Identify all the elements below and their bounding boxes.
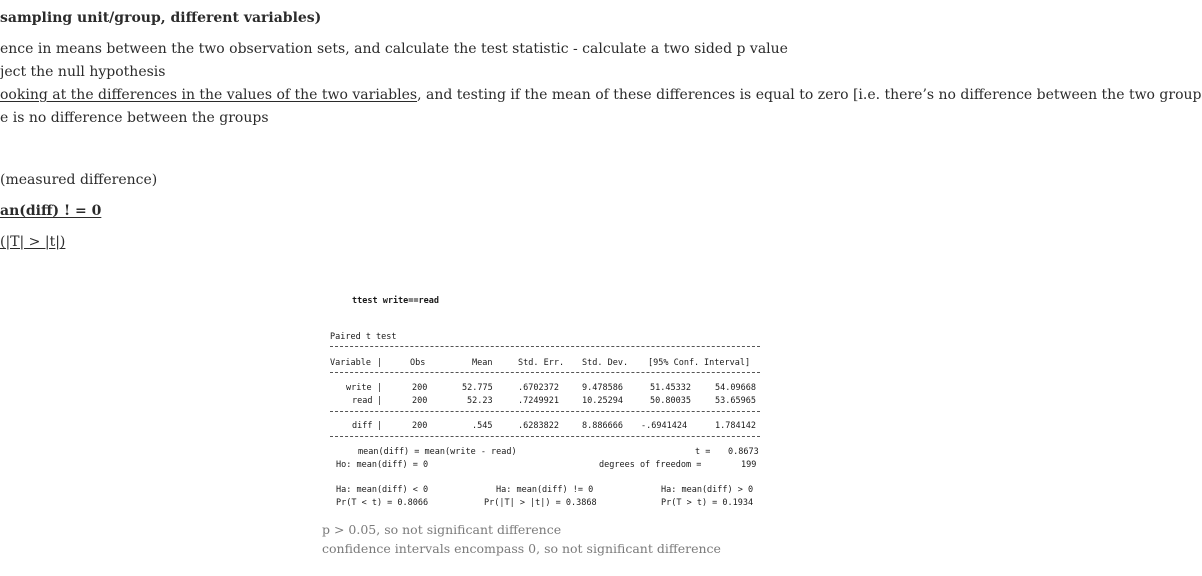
section-heading: sampling unit/group, different variables)	[0, 10, 322, 26]
table-header-row	[330, 358, 760, 369]
header-separator: |	[377, 358, 383, 368]
header-mean: Mean	[472, 358, 493, 368]
cell-conf-low: 50.80035	[650, 396, 691, 406]
table-rule	[330, 436, 760, 437]
header-std-err: Std. Err.	[518, 358, 565, 368]
df-value: 199	[741, 460, 757, 470]
alt-hypothesis-formula: an(diff) ! = 0	[0, 203, 102, 219]
cell-separator: |	[377, 396, 383, 406]
cell-obs: 200	[412, 421, 428, 431]
t-value: 0.8673	[728, 447, 759, 457]
body-line-null-statement: e is no difference between the groups	[0, 110, 269, 126]
p-value-formula: (|T| > |t|)	[0, 234, 66, 250]
cell-separator: |	[377, 421, 383, 431]
mean-definition: mean(diff) = mean(write - read)	[358, 447, 517, 457]
table-rule	[330, 372, 760, 373]
underlined-phrase: ooking at the differences in the values of the two variables	[0, 87, 418, 103]
cell-conf-high: 53.65965	[715, 396, 756, 406]
df-label: degrees of freedom =	[599, 460, 702, 470]
ha-right: Ha: mean(diff) > 0	[661, 485, 754, 495]
cell-mean: .545	[472, 421, 493, 431]
cell-mean: 52.775	[462, 383, 493, 393]
t-label: t =	[695, 447, 711, 457]
cell-mean: 52.23	[467, 396, 493, 406]
cell-variable: diff	[352, 421, 373, 431]
cell-conf-high: 54.09668	[715, 383, 756, 393]
cell-obs: 200	[412, 396, 428, 406]
header-std-dev: Std. Dev.	[582, 358, 629, 368]
cell-variable: read	[352, 396, 373, 406]
table-rule	[330, 346, 760, 347]
table-row-read	[330, 396, 760, 407]
cell-conf-low: -.6941424	[641, 421, 688, 431]
cell-std-dev: 8.886666	[582, 421, 623, 431]
note-p-value: p > 0.05, so not significant difference	[322, 522, 562, 537]
cell-std-dev: 10.25294	[582, 396, 623, 406]
cell-separator: |	[377, 383, 383, 393]
body-line-reject-null: ject the null hypothesis	[0, 64, 166, 80]
body-line-measured-difference: (measured difference)	[0, 172, 158, 188]
table-row-diff	[330, 421, 760, 432]
body-line-continuation: , and testing if the mean of these differences is equal to zero [i.e. there’s no difference between the two group	[417, 87, 1202, 103]
cell-conf-low: 51.45332	[650, 383, 691, 393]
stata-command: ttest write==read	[352, 296, 439, 306]
null-hypothesis: Ho: mean(diff) = 0	[336, 460, 429, 470]
cell-std-dev: 9.478586	[582, 383, 623, 393]
header-conf-high: Interval]	[704, 358, 751, 368]
body-line-paired-explanation	[0, 86, 1202, 104]
cell-std-err: .6702372	[518, 383, 559, 393]
p-right: Pr(T > t) = 0.1934	[661, 498, 754, 508]
body-line-test-description: ence in means between the two observation sets, and calculate the test statistic - calculate a two sided p value	[0, 41, 788, 57]
table-rule	[330, 411, 760, 412]
header-conf-low: [95% Conf.	[648, 358, 700, 368]
cell-std-err: .6283822	[518, 421, 559, 431]
p-two-sided: Pr(|T| > |t|) = 0.3868	[484, 498, 597, 508]
cell-std-err: .7249921	[518, 396, 559, 406]
header-obs: Obs	[410, 358, 426, 368]
note-confidence-interval: confidence intervals encompass 0, so not significant difference	[322, 541, 721, 556]
cell-obs: 200	[412, 383, 428, 393]
table-row-write	[330, 383, 760, 394]
p-left: Pr(T < t) = 0.8066	[336, 498, 429, 508]
cell-conf-high: 1.784142	[715, 421, 756, 431]
ha-two-sided: Ha: mean(diff) != 0	[496, 485, 594, 495]
cell-variable: write	[346, 383, 372, 393]
header-variable: Variable	[330, 358, 371, 368]
ha-left: Ha: mean(diff) < 0	[336, 485, 429, 495]
stata-title: Paired t test	[330, 332, 397, 342]
